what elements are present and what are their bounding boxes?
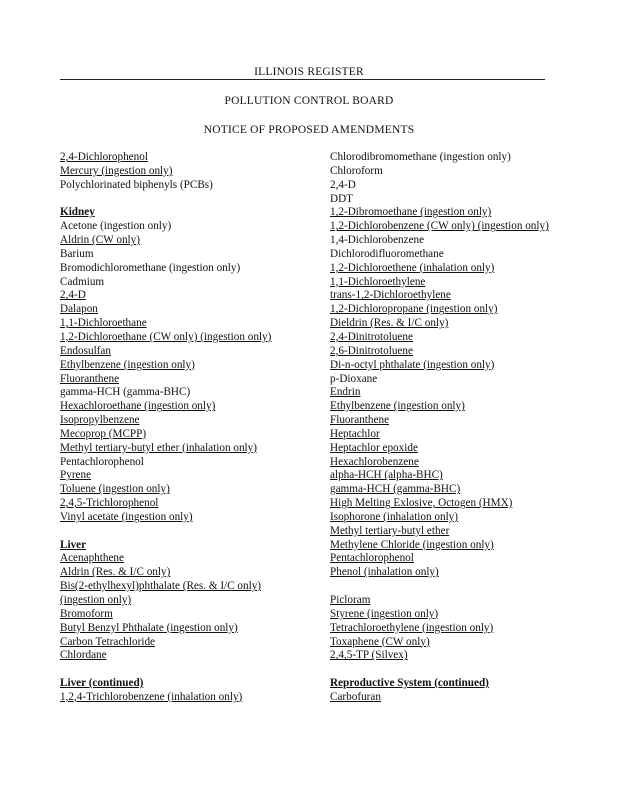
chemical-entry: Carbofuran (330, 690, 381, 703)
chemical-entry: Methylene Chloride (ingestion only) (330, 538, 494, 551)
chemical-entry: (ingestion only) (60, 594, 132, 606)
chemical-entry: Methyl tertiary-butyl ether (330, 524, 450, 537)
chemical-entry: 2,4-Dinitrotoluene (330, 330, 413, 343)
chemical-entry: Mecoprop (MCPP) (60, 427, 147, 440)
chemical-entry: Butyl Benzyl Phthalate (ingestion only) (60, 621, 238, 634)
chemical-entry: 2,4,5-Trichlorophenol (60, 497, 159, 510)
chemical-entry: Pentachlorophenol (60, 455, 144, 468)
left-column (60, 151, 322, 705)
section-heading: Kidney (60, 206, 95, 219)
chemical-entry: Toluene (ingestion only) (60, 483, 170, 496)
section-heading: Liver (continued) (60, 677, 144, 690)
blank-line (60, 525, 322, 539)
chemical-entry: Tetrachloroethylene (ingestion only) (330, 621, 494, 634)
chemical-entry: Aldrin (CW only) (60, 234, 140, 247)
blank-line (60, 663, 322, 677)
blank-line (330, 580, 592, 594)
chemical-entry: Styrene (ingestion only) (330, 607, 439, 620)
chemical-entry: Methyl tertiary-butyl ether (inhalation only) (60, 441, 257, 454)
chemical-entry: 2,4-D (330, 178, 356, 191)
blank-line (60, 193, 322, 207)
chemical-entry: Hexachloroethane (ingestion only) (60, 400, 216, 413)
chemical-entry: trans-1,2-Dichloroethylene (330, 289, 451, 302)
chemical-entry: 1,2,4-Trichlorobenzene (inhalation only) (60, 690, 243, 703)
chemical-entry: 1,2-Dichloroethane (CW only) (ingestion only) (60, 330, 272, 343)
section-heading: Liver (60, 538, 87, 551)
chemical-entry: Fluoranthene (330, 414, 390, 427)
chemical-entry: Vinyl acetate (ingestion only) (60, 510, 193, 523)
chemical-entry: Ethylbenzene (ingestion only) (330, 400, 465, 413)
chemical-entry: Toxaphene (CW only) (330, 635, 430, 648)
chemical-entry: 1,2-Dibromoethane (ingestion only) (330, 206, 492, 219)
chemical-entry: DDT (330, 192, 353, 205)
chemical-entry: Picloram (330, 594, 371, 606)
chemical-entry: 1,1-Dichloroethylene (330, 275, 426, 288)
chemical-entry: 1,2-Dichlorobenzene (CW only) (ingestion only) (330, 220, 549, 233)
chemical-entry: 1,4-Dichlorobenzene (330, 234, 425, 247)
register-title: ILLINOIS REGISTER (254, 66, 364, 78)
chemical-entry: p-Dioxane (330, 372, 378, 385)
chemical-entry: Cadmium (60, 275, 105, 288)
notice-title: NOTICE OF PROPOSED AMENDMENTS (203, 124, 415, 136)
chemical-entry: Fluoranthene (60, 372, 120, 385)
chemical-entry: Dieldrin (Res. & I/C only) (330, 317, 449, 330)
chemical-entry: 1,1-Dichloroethane (60, 317, 147, 330)
chemical-entry: Carbon Tetrachloride (60, 635, 155, 648)
chemical-entry: Chloroform (330, 164, 383, 177)
chemical-entry: Isopropylbenzene (60, 414, 140, 427)
chemical-entry: Bromodichloromethane (ingestion only) (60, 261, 241, 274)
chemical-entry: Chlorodibromomethane (ingestion only) (330, 151, 511, 163)
chemical-entry: 2,6-Dinitrotoluene (330, 344, 413, 357)
chemical-entry: Barium (60, 247, 94, 260)
chemical-entry: Di-n-octyl phthalate (ingestion only) (330, 358, 495, 371)
chemical-entry: Polychlorinated biphenyls (PCBs) (60, 178, 213, 191)
chemical-entry: 1,2-Dichloroethene (inhalation only) (330, 261, 495, 274)
chemical-entry: 2,4-Dichlorophenol (60, 151, 148, 163)
chemical-entry: Chlordane (60, 649, 107, 662)
chemical-entry: Dalapon (60, 303, 98, 316)
chemical-entry: Heptachlor epoxide (330, 441, 418, 454)
chemical-entry: Acetone (ingestion only) (60, 220, 172, 233)
chemical-entry: Bis(2-ethylhexyl)phthalate (Res. & I/C only) (60, 580, 262, 593)
right-column (330, 151, 592, 705)
chemical-entry: Pentachlorophenol (330, 552, 414, 565)
chemical-entry: gamma-HCH (gamma-BHC) (330, 483, 461, 496)
chemical-entry: 2,4,5-TP (Silvex) (330, 649, 408, 662)
header-rule (60, 79, 545, 80)
board-title: POLLUTION CONTROL BOARD (224, 95, 394, 107)
chemical-entry: Hexachlorobenzene (330, 455, 419, 468)
chemical-entry: Endosulfan (60, 344, 111, 357)
chemical-entry: High Melting Exlosive, Octogen (HMX) (330, 497, 513, 510)
section-heading: Reproductive System (continued) (330, 677, 489, 690)
chemical-entry: Mercury (ingestion only) (60, 164, 173, 177)
chemical-entry: Endrin (330, 386, 361, 399)
chemical-entry: gamma-HCH (gamma-BHC) (60, 386, 191, 399)
chemical-entry: Dichlorodifluoromethane (330, 247, 444, 260)
chemical-entry: 1,2-Dichloropropane (ingestion only) (330, 303, 498, 316)
chemical-entry: Isophorone (inhalation only) (330, 510, 459, 523)
chemical-entry: 2,4-D (60, 289, 86, 302)
chemical-entry: Pyrene (60, 469, 92, 482)
chemical-entry: Heptachlor (330, 427, 380, 440)
chemical-entry: Ethylbenzene (ingestion only) (60, 358, 195, 371)
chemical-entry: Bromoform (60, 607, 113, 620)
chemical-entry: Phenol (inhalation only) (330, 566, 439, 579)
chemical-entry: Aldrin (Res. & I/C only) (60, 566, 171, 579)
chemical-entry: alpha-HCH (alpha-BHC) (330, 469, 443, 482)
blank-line (330, 663, 592, 677)
chemical-entry: Acenaphthene (60, 552, 124, 565)
